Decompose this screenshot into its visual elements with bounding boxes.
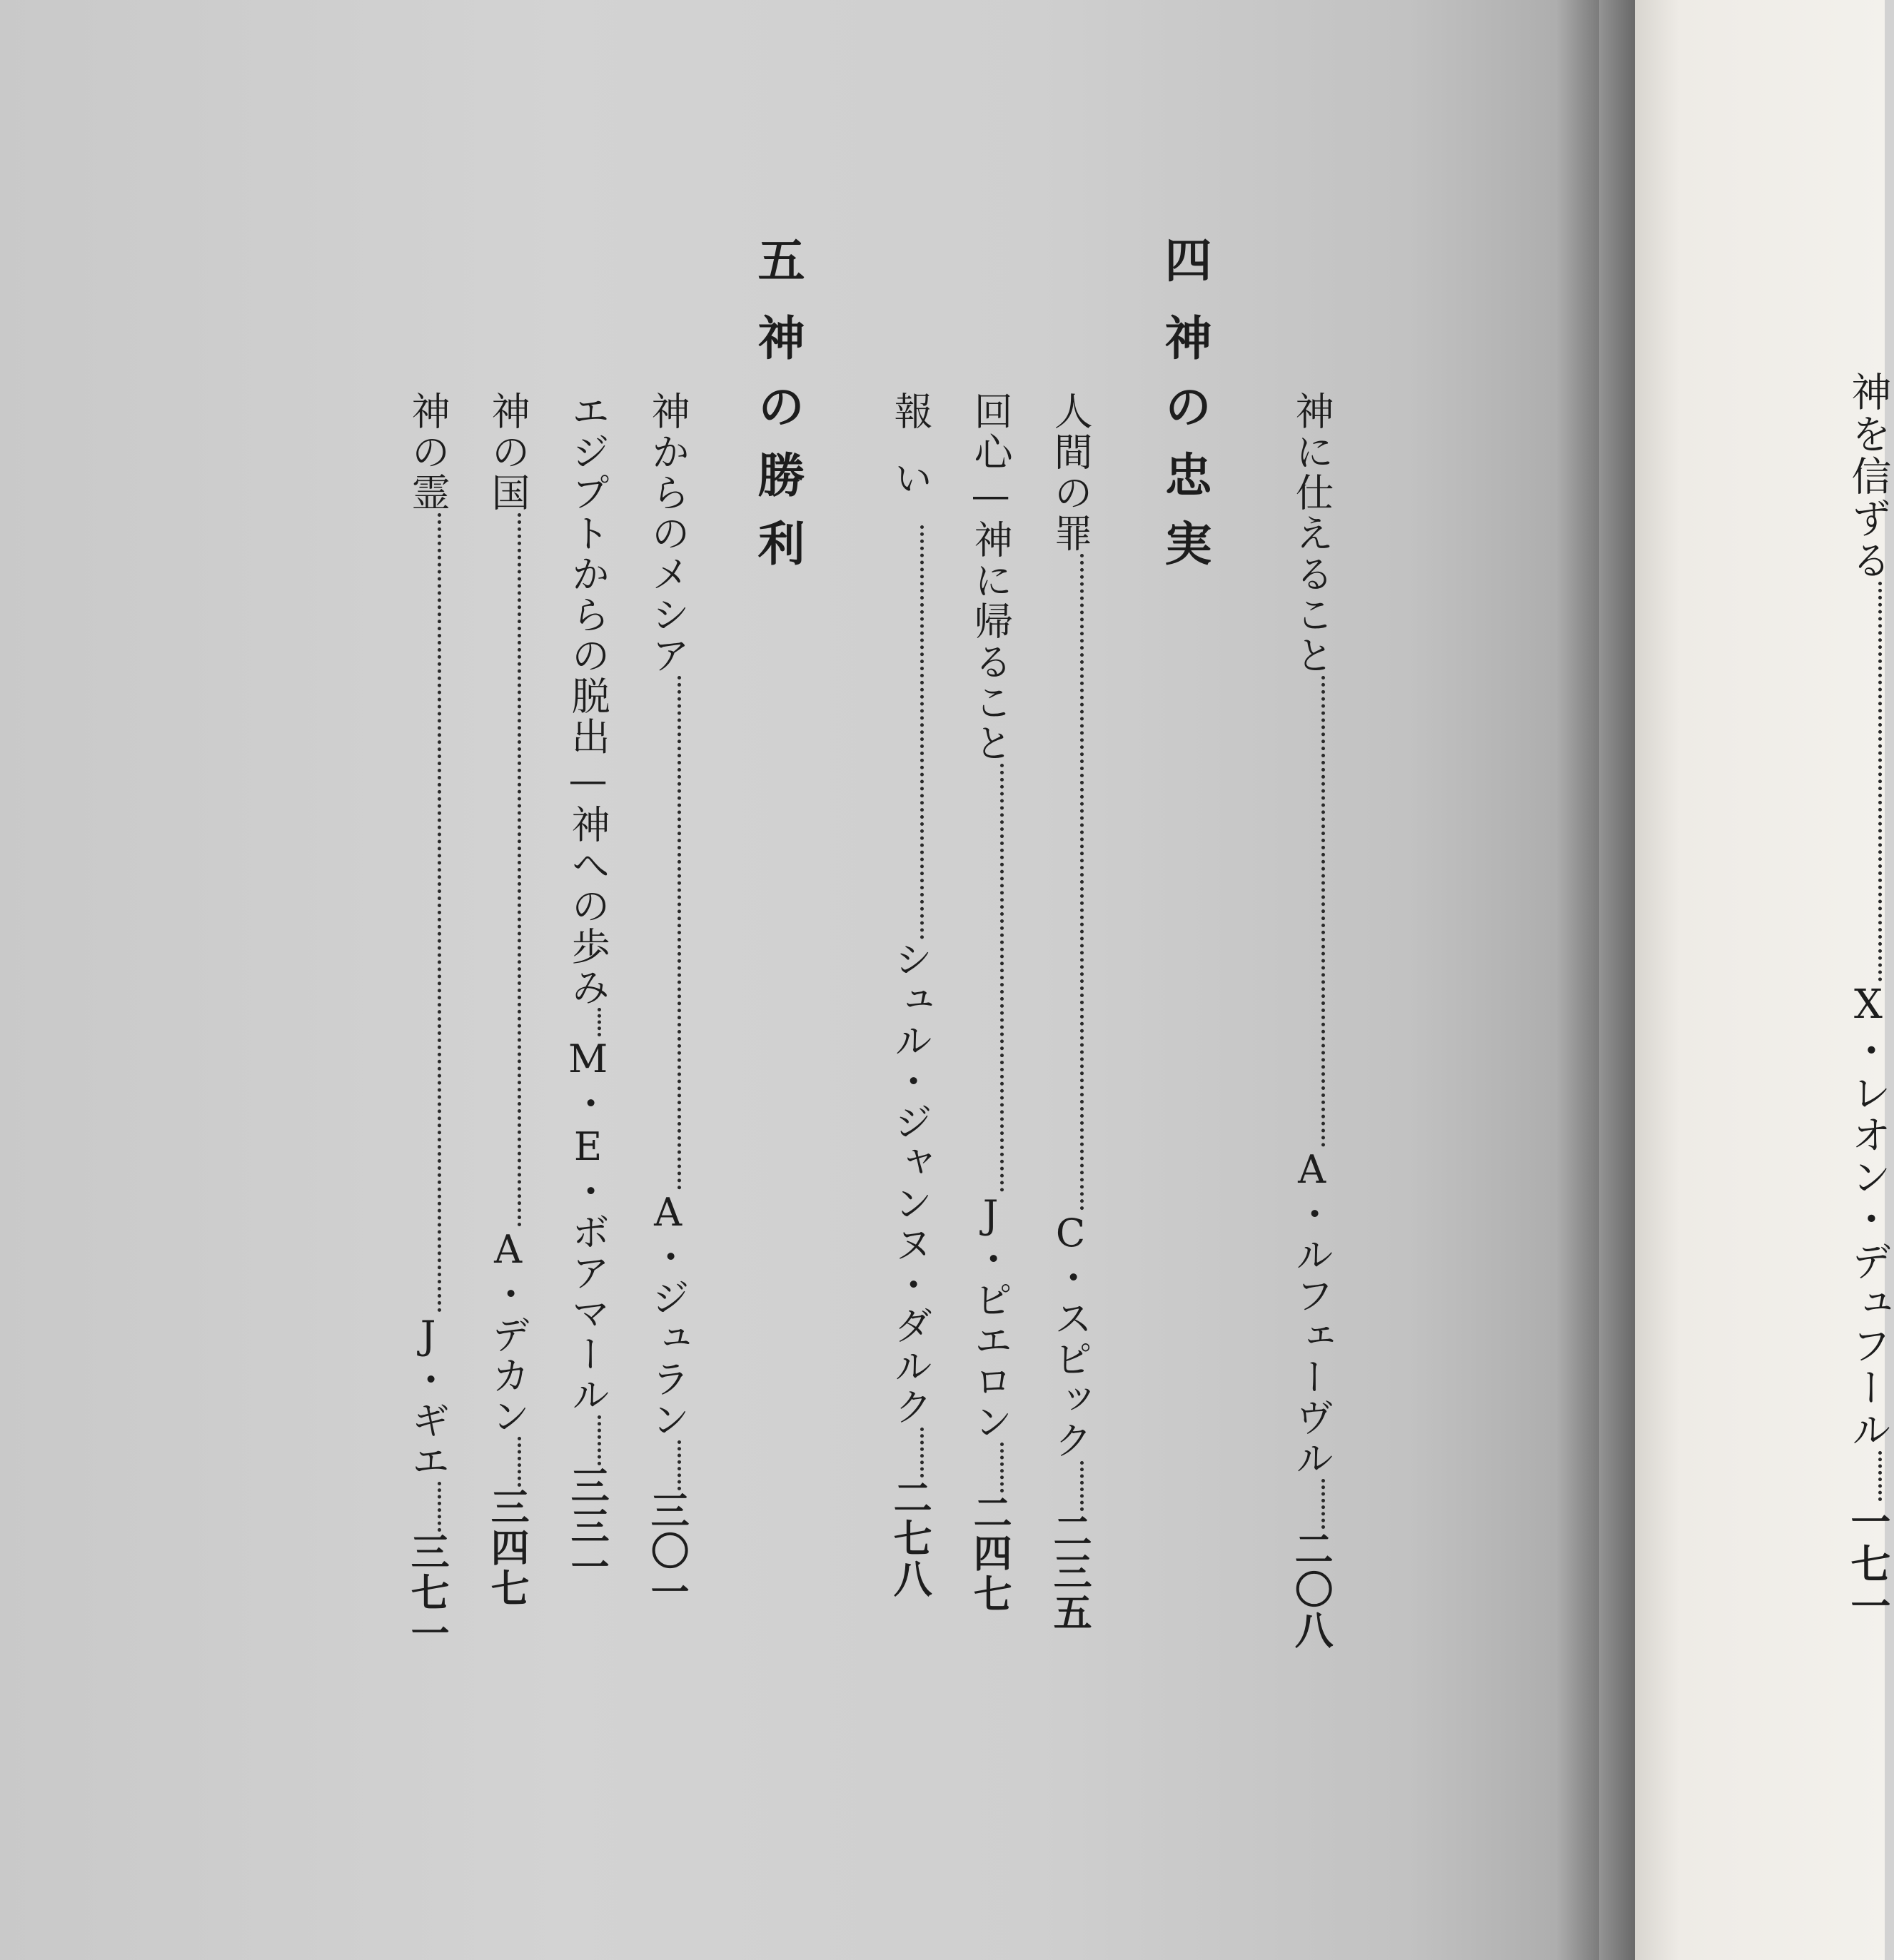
- entry-page-number: 二七八: [887, 1477, 934, 1600]
- chapter-title: 神の勝利: [750, 313, 805, 587]
- chapter-number: 四: [1157, 236, 1212, 285]
- chapter-heading: [1157, 236, 1212, 587]
- chapter-heading: [750, 236, 805, 587]
- toc-entry[interactable]: [563, 391, 613, 1587]
- entry-author: C・スピック: [1048, 1211, 1094, 1461]
- entry-page-number: 二三五: [1047, 1511, 1094, 1633]
- toc-entry[interactable]: [885, 391, 935, 1600]
- toc-entry[interactable]: [1045, 391, 1095, 1633]
- entry-title: 人間の罪: [1048, 391, 1094, 554]
- entry-author: A・デカン: [485, 1227, 531, 1437]
- toc-entry[interactable]: [1842, 371, 1894, 1627]
- chapter-number: 五: [750, 236, 805, 285]
- entry-title: 神に仕えること: [1289, 391, 1335, 676]
- entry-author: M・E・ボアマール: [565, 1036, 611, 1415]
- entry-author: J・ピエロン: [968, 1192, 1014, 1443]
- toc-entry[interactable]: [965, 391, 1015, 1615]
- entry-page-number: 二〇八: [1289, 1529, 1335, 1651]
- entry-page-number: 一七一: [1844, 1501, 1892, 1627]
- entry-author: X・レオン・デュフール: [1845, 981, 1892, 1451]
- entry-title: 神を信ずる: [1845, 371, 1892, 582]
- entry-page-number: 三四七: [485, 1487, 531, 1609]
- chapter-title: 神の忠実: [1157, 313, 1212, 587]
- entry-author: A・ルフェーヴル: [1289, 1147, 1335, 1479]
- entry-page-number: 三七一: [405, 1532, 451, 1654]
- entry-author: A・ジュラン: [645, 1190, 691, 1440]
- entry-author: J・ギエ: [406, 1313, 451, 1482]
- toc-entry[interactable]: [1286, 391, 1336, 1651]
- entry-page-number: 三〇一: [645, 1490, 691, 1612]
- entry-title: 神の国: [485, 391, 531, 513]
- entry-page-number: 三三一: [565, 1465, 611, 1587]
- entry-title: 回心—神に帰ること: [968, 391, 1014, 764]
- entry-author: シュル・ジャンヌ・ダルク: [888, 939, 934, 1428]
- toc-entry[interactable]: [403, 391, 453, 1654]
- book-gutter: [1556, 0, 1642, 1960]
- entry-title: エジプトからの脱出—神への歩み: [565, 391, 611, 1008]
- entry-title: 報い: [888, 391, 934, 525]
- toc-entry[interactable]: [483, 391, 533, 1609]
- entry-title: 神の霊: [406, 391, 451, 513]
- entry-page-number: 二四七: [967, 1492, 1014, 1615]
- entry-title: 神からのメシア: [645, 391, 691, 676]
- toc-entry[interactable]: [643, 391, 692, 1612]
